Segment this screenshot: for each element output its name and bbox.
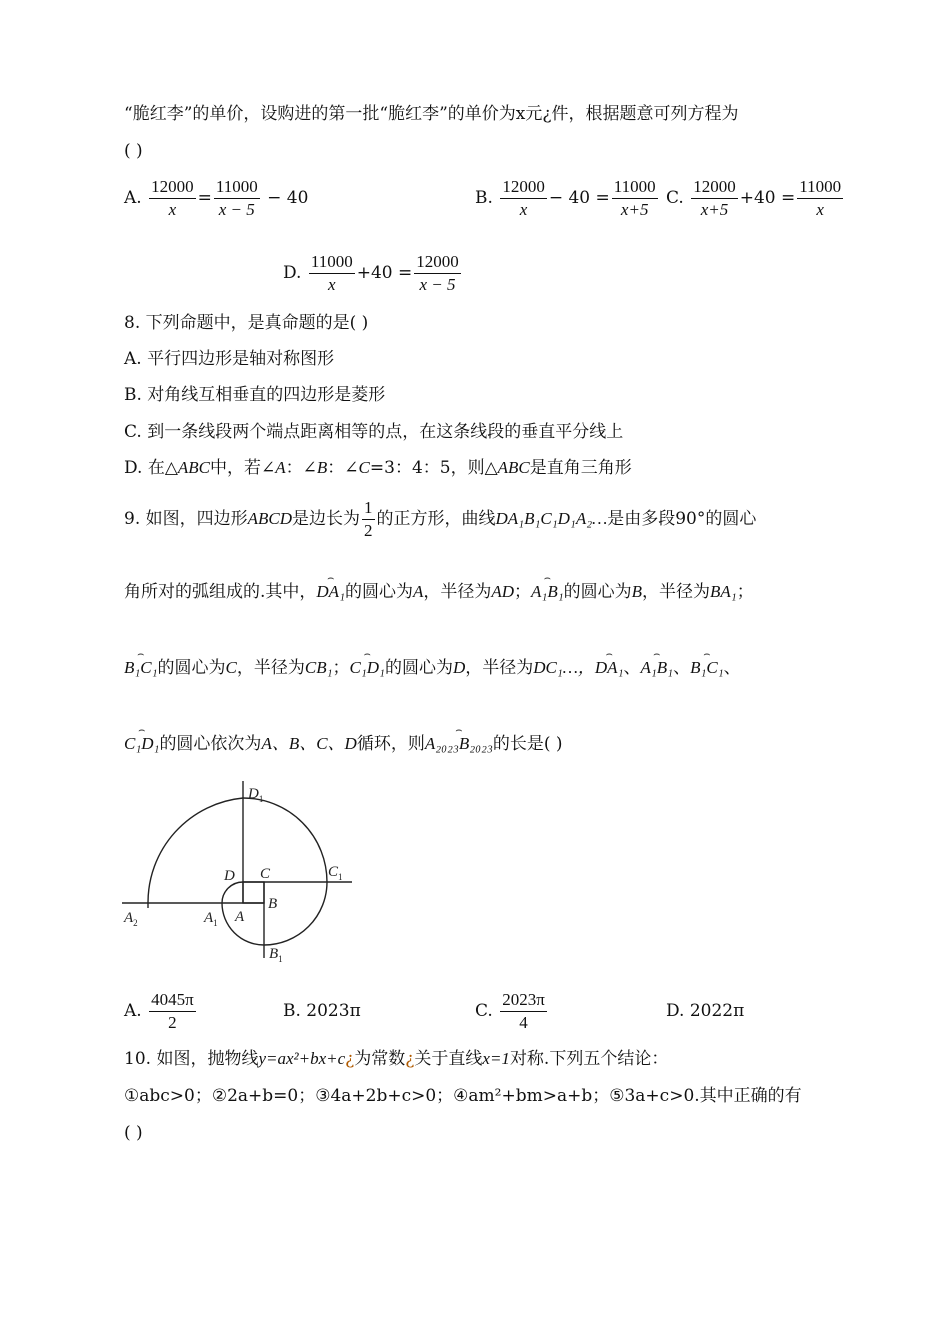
q9-l3-mid1: 的圆心为 bbox=[157, 658, 226, 678]
q9-l4-end: 的长是( ) bbox=[492, 734, 563, 754]
q7-b-num1: 12000 bbox=[500, 176, 547, 199]
q7-c-num1: 12000 bbox=[691, 176, 738, 199]
q7-c-num2: 11000 bbox=[797, 176, 843, 199]
fig-label-d: D bbox=[224, 868, 235, 884]
q9-l4-mid: 的圆心依次为 bbox=[159, 734, 262, 754]
q9-option-a bbox=[124, 988, 198, 1034]
fig-label-b1: $B_1$ bbox=[269, 946, 283, 964]
q9-arc-a1b1: ⌢ A₁B₁ bbox=[531, 580, 564, 604]
q9-l2-mid4: 的圆心为 bbox=[563, 582, 632, 602]
q9-l1-curve: DA₁B₁C₁D₁A₂… bbox=[495, 509, 608, 528]
fig-label-c1: $C_1$ bbox=[328, 864, 343, 882]
q9-a-frac bbox=[149, 989, 196, 1034]
q7-b-den1: x bbox=[519, 200, 528, 219]
q7-b-frac1 bbox=[500, 176, 547, 221]
q8-d-ratio: =3：4：5，则△ bbox=[369, 458, 498, 478]
q9-arc-c1d1: ⌢ C₁D₁ bbox=[350, 656, 385, 680]
q9-l3-sep2: 、 bbox=[673, 658, 691, 678]
q7-a-num1: 12000 bbox=[149, 176, 196, 199]
q7-option-d-label: D. bbox=[283, 263, 302, 283]
q9-l3-cb: CB₁ bbox=[304, 658, 333, 677]
q10-l1-mid2: 关于直线 bbox=[414, 1049, 483, 1069]
q8-option-c: C. 到一条线段两个端点距离相等的点，在这条线段的垂直平分线上 bbox=[124, 422, 624, 442]
q8-option-d bbox=[124, 456, 632, 480]
q10-l1-pre: 10. 如图，抛物线 bbox=[124, 1049, 259, 1069]
q7-a-frac1 bbox=[149, 176, 196, 221]
q7-d-num1: 11000 bbox=[309, 251, 355, 274]
fig-label-b: B bbox=[268, 896, 278, 912]
q8-d-b: B bbox=[316, 458, 328, 477]
q9-arc-a2023b2023: ⌢ A₂₀₂₃B₂₀₂₃ bbox=[425, 732, 493, 756]
q9-l1-end: 是由多段90°的圆心 bbox=[607, 509, 757, 529]
q10-l1-x: x=1 bbox=[482, 1049, 510, 1068]
q8-d-sep2: ：∠ bbox=[327, 458, 359, 478]
q9-l3-d: D bbox=[452, 658, 466, 677]
q7-a-frac2 bbox=[214, 176, 260, 221]
q9-option-c-label: C. bbox=[475, 1001, 493, 1021]
fig-square-abcd bbox=[243, 882, 264, 903]
q9-l1-mid: 是边长为 bbox=[292, 509, 361, 529]
question-7-stem-line: “脆红李”的单价，设购进的第一批“脆红李”的单价为x元¿件，根据题意可列方程为 bbox=[124, 104, 739, 124]
q7-a-op: = bbox=[197, 188, 212, 208]
fig-label-a2: $A_2$ bbox=[124, 910, 138, 928]
q9-l2-a: A bbox=[412, 582, 424, 601]
q8-d-pre: D. 在△ bbox=[124, 458, 178, 478]
q9-l3-c: C bbox=[225, 658, 237, 677]
q7-a-den1: x bbox=[168, 200, 177, 219]
q9-l1-pre: 9. 如图，四边形 bbox=[124, 509, 248, 529]
question-7-answer-paren: ( ) bbox=[124, 141, 143, 161]
q7-c-den2: x bbox=[816, 200, 824, 219]
q9-arc-a1b1-b: ⌢ A₁B₁ bbox=[640, 656, 673, 680]
q7-c-mid: +40 = bbox=[739, 188, 796, 208]
q7-a-den2: x − 5 bbox=[218, 200, 255, 219]
q9-arc-da1: ⌢ DA₁ bbox=[316, 580, 345, 604]
q9-arc-c1d1-b: ⌢ C₁D₁ bbox=[124, 732, 159, 756]
q10-l1-eq: y=ax²+bx+c bbox=[258, 1049, 346, 1068]
q9-l2-mid2: ，半径为 bbox=[423, 582, 492, 602]
q7-option-a bbox=[124, 175, 308, 221]
q7-b-den2: x+5 bbox=[620, 200, 649, 219]
q9-line-2 bbox=[124, 580, 754, 604]
q7-option-c bbox=[666, 175, 845, 221]
q7-b-mid: − 40 = bbox=[548, 188, 610, 208]
q7-option-d bbox=[283, 250, 463, 296]
q7-c-frac1 bbox=[691, 176, 738, 221]
q7-d-frac2 bbox=[414, 251, 461, 296]
q8-option-b: B. 对角线互相垂直的四边形是菱形 bbox=[124, 385, 386, 405]
q10-l1-err: ¿ bbox=[345, 1049, 355, 1069]
q9-l2-b: B bbox=[631, 582, 643, 601]
q10-l1-end: 对称.下列五个结论： bbox=[509, 1049, 669, 1069]
q9-a-den: 2 bbox=[168, 1013, 177, 1032]
q9-l1-mid2: 的正方形，曲线 bbox=[376, 509, 496, 529]
q9-l2-ba: BA₁ bbox=[710, 582, 737, 601]
q9-l2-end: ； bbox=[736, 582, 754, 602]
q9-a-num: 4045π bbox=[149, 989, 196, 1012]
fig-label-a1: $A_1$ bbox=[204, 910, 218, 928]
q7-option-b-label: B. bbox=[475, 188, 493, 208]
q7-d-den1: x bbox=[328, 275, 336, 294]
q8-d-end: 是直角三角形 bbox=[529, 458, 632, 478]
q9-c-frac bbox=[500, 989, 547, 1034]
q8-d-mid: 中，若∠ bbox=[210, 458, 276, 478]
q9-l2-ad: AD bbox=[491, 582, 515, 601]
q7-c-frac2 bbox=[797, 176, 843, 221]
q9-arc-b1c1-b: ⌢ B₁C₁ bbox=[690, 656, 724, 680]
q9-half-frac bbox=[362, 497, 375, 542]
q7-a-num2: 11000 bbox=[214, 176, 260, 199]
q8-d-abc2: ABC bbox=[497, 458, 530, 477]
q7-option-b bbox=[475, 175, 660, 221]
q9-l4-mid2: 循环，则 bbox=[356, 734, 425, 754]
q7-d-mid: +40 = bbox=[356, 263, 413, 283]
q9-l3-mid5: ，半径为 bbox=[465, 658, 534, 678]
q7-option-a-label: A. bbox=[124, 188, 142, 208]
q9-l3-dc: DC₁…， bbox=[533, 658, 595, 677]
q9-option-b: B. 2023π bbox=[283, 1001, 361, 1021]
fig-arc-c1d1 bbox=[243, 798, 327, 882]
q9-l3-sep1: 、 bbox=[623, 658, 641, 678]
q8-d-c: C bbox=[358, 458, 370, 477]
fig-label-d1: $D_1$ bbox=[248, 786, 264, 804]
q9-c-num: 2023π bbox=[500, 989, 547, 1012]
q9-spiral-figure bbox=[118, 776, 358, 972]
fig-label-a: A bbox=[235, 909, 245, 925]
q9-l3-mid3: ； bbox=[332, 658, 350, 678]
q10-line-1 bbox=[124, 1047, 668, 1071]
q10-l1-err2: ¿ bbox=[405, 1049, 415, 1069]
q9-line-3 bbox=[124, 656, 741, 680]
q9-half-den: 2 bbox=[364, 521, 373, 540]
q9-l3-sep3: 、 bbox=[723, 658, 741, 678]
fig-label-c: C bbox=[260, 866, 271, 882]
q7-d-den2: x − 5 bbox=[419, 275, 456, 294]
q9-line-1 bbox=[124, 496, 756, 542]
fig-arc-b1c1 bbox=[264, 882, 327, 945]
q9-line-4 bbox=[124, 732, 563, 756]
q10-line-2: ①abc>0；②2a+b=0；③4a+2b+c>0；④am²+bm>a+b；⑤3a+c>0.其中正确的有 bbox=[124, 1086, 802, 1106]
q9-half-num: 1 bbox=[362, 497, 375, 520]
q9-l2-mid3: ； bbox=[514, 582, 532, 602]
q9-l4-abcd: A、B、C、D bbox=[261, 734, 357, 753]
q7-d-num2: 12000 bbox=[414, 251, 461, 274]
q8-d-sep1: ：∠ bbox=[285, 458, 317, 478]
q7-a-tail: − 40 bbox=[267, 188, 309, 208]
q9-l2-mid1: 的圆心为 bbox=[344, 582, 413, 602]
fig-arc-da1 bbox=[222, 882, 243, 903]
q8-stem: 8. 下列命题中，是真命题的是( ) bbox=[124, 313, 369, 333]
q9-l2-pre: 角所对的弧组成的.其中， bbox=[124, 582, 317, 602]
q9-c-den: 4 bbox=[519, 1013, 528, 1032]
q7-c-den1: x+5 bbox=[700, 200, 729, 219]
q9-arc-b1c1: ⌢ B₁C₁ bbox=[124, 656, 158, 680]
q9-l1-abcd: ABCD bbox=[247, 509, 293, 528]
q9-l2-mid5: ，半径为 bbox=[642, 582, 711, 602]
q9-option-d: D. 2022π bbox=[666, 1001, 745, 1021]
q9-l3-mid2: ，半径为 bbox=[236, 658, 305, 678]
q7-b-frac2 bbox=[612, 176, 658, 221]
q10-answer-paren: ( ) bbox=[124, 1123, 143, 1143]
q7-option-c-label: C. bbox=[666, 188, 684, 208]
q9-arc-da1-b: ⌢ DA₁ bbox=[595, 656, 624, 680]
q10-l1-mid: 为常数 bbox=[354, 1049, 406, 1069]
q9-l3-mid4: 的圆心为 bbox=[384, 658, 453, 678]
q7-d-frac1 bbox=[309, 251, 355, 296]
q9-option-a-label: A. bbox=[124, 1001, 142, 1021]
q7-b-num2: 11000 bbox=[612, 176, 658, 199]
q8-d-abc: ABC bbox=[177, 458, 211, 477]
q8-option-a: A. 平行四边形是轴对称图形 bbox=[124, 349, 335, 369]
q9-option-c bbox=[475, 988, 549, 1034]
q8-d-a: A bbox=[275, 458, 286, 477]
